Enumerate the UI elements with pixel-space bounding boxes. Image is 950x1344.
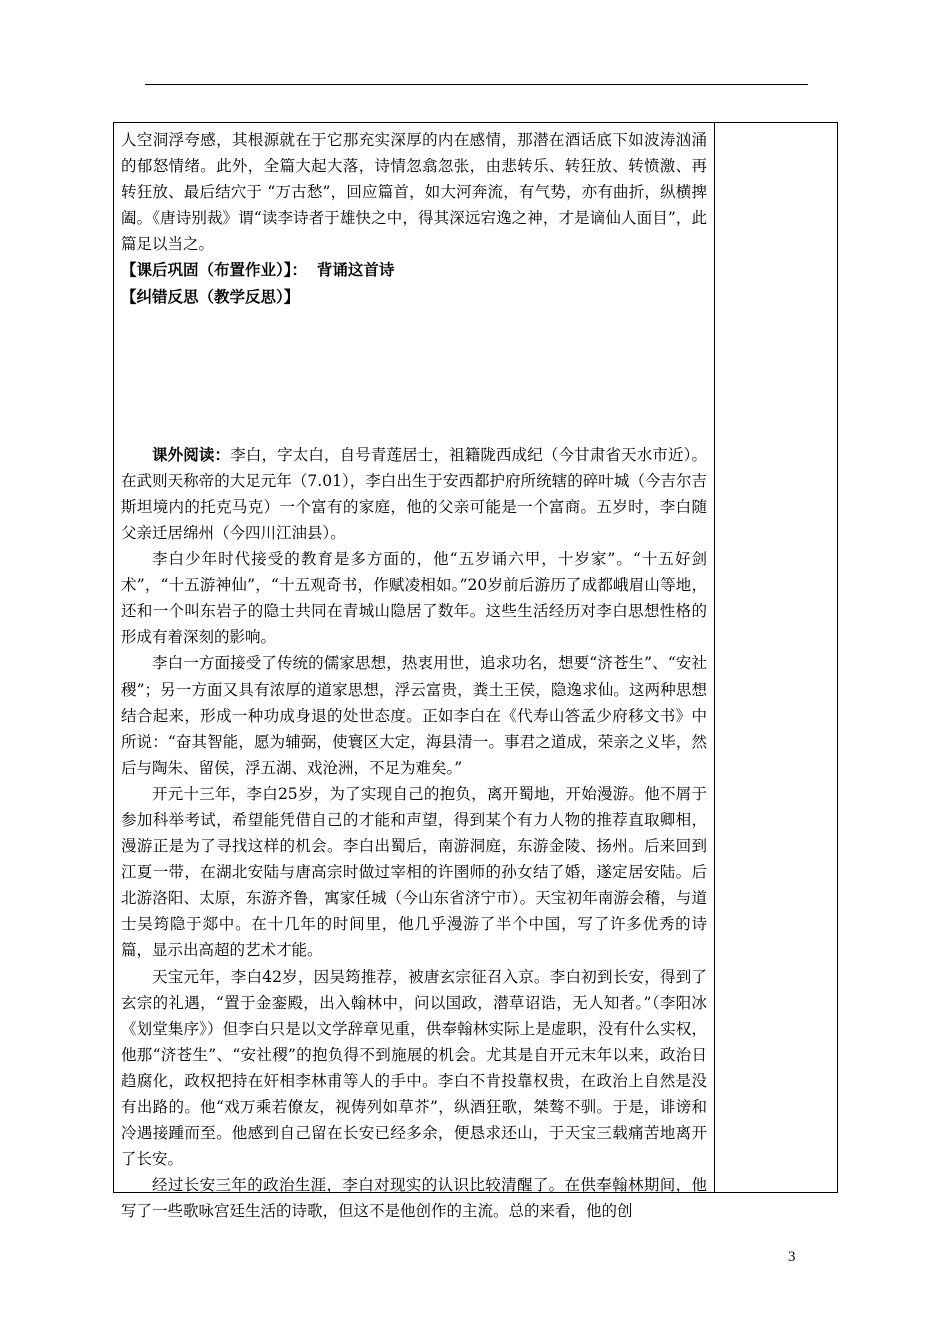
- reading-paragraph-1: 李白少年时代接受的教育是多方面的，他“五岁诵六甲，十岁家”。“十五好剑术”，“十五游神仙”，“十五观奇书，作赋凌相如。”20岁前后游历了成都峨眉山等地，还和一个叫东岩子的隐士共同在青城山隐居了数年。这些生活经历对李白思想性格的形成有着深刻的影响。: [121, 550, 707, 647]
- lesson-table: [113, 122, 838, 1221]
- page-number: 3: [788, 1249, 796, 1265]
- reading-paragraph-2: 李白一方面接受了传统的儒家思想，热衷用世，追求功名，想要“济苍生”、“安社稷”；另一方面又具有浓厚的道家思想，浮云富贵，粪土王侯，隐逸求仙。这两种思想结合起来，形成一种功成身退的处世态度。正如李白在《代寿山答孟少府移文书》中所说：“奋其智能，愿为辅弼，使寰区大定，海县清一。事君之道成，荣亲之义毕，然后与陶朱、留侯，浮五湖、戏沧洲，不足为难矣。”: [121, 654, 707, 777]
- reading-paragraph-3: 开元十三年，李白25岁，为了实现自己的抱负，离开蜀地，开始漫游。他不屑于参加科举考试，希望能凭借自己的才能和声望，得到某个有力人物的推荐直取卿相，漫游正是为了寻找这样的机会。李白出蜀后，南游洞庭，东游金陵、扬州。后来回到江夏一带，在湖北安陆与唐高宗时做过宰相的许圉师的孙女结了婚，遂定居安陆。后北游洛阳、太原，东游齐鲁，寓家任城（今山东省济宁市）。天宝初年南游会稽，与道士吴筠隐于郯中。在十几年的时间里，他几乎漫游了半个中国，写了许多优秀的诗篇，显示出高超的艺术才能。: [121, 784, 707, 960]
- header-rule: [145, 84, 808, 85]
- reading-intro-paragraph: [121, 442, 707, 546]
- content-cell: [121, 127, 707, 1224]
- reading-paragraph-5: 经过长安三年的政治生涯，李白对现实的认识比较清醒了。在供奉翰林期间，他写了一些歌咏宫廷生活的诗歌，但这不是他创作的主流。总的来看，他的创: [121, 1176, 707, 1221]
- homework-line: [121, 257, 707, 283]
- column-divider: [714, 123, 715, 1192]
- reflection-label: 【纠错反思（教学反思）】: [121, 286, 300, 306]
- reflection-blank-space: [121, 310, 707, 442]
- top-paragraph: 人空洞浮夸感，其根源就在于它那充实深厚的内在感情，那潜在酒话底下如波涛汹涌的郁怒情绪。此外，全篇大起大落，诗情忽翕忽张，由悲转乐、转狂放、转愤激、再转狂放、最后结穴于 “万古愁”，回应篇首，如大河奔流，有气势，亦有曲折，纵横捭阖。《唐诗别裁》谓“读李诗者于雄快之中，得其深远宕逸之神，才是谪仙人面目”，此篇足以当之。: [121, 131, 707, 254]
- reading-label: 课外阅读：: [152, 444, 231, 464]
- homework-label: 【课后巩固（布置作业）】：: [121, 260, 308, 280]
- homework-value: 背诵这首诗: [316, 260, 395, 280]
- reading-intro-text: 李白，字太白，自号青莲居士，祖籍陇西成纪（今甘肃省天水市近）。在武则天称帝的大足元年（7.01），李白出生于安西都护府所统辖的碎叶城（今吉尔吉斯坦境内的托克马克）一个富有的家庭，他的父亲可能是一个富商。五岁时，李白随父亲迁居绵州（今四川江油县）。: [121, 445, 707, 542]
- reading-paragraph-4: 天宝元年，李白42岁，因吴筠推荐，被唐玄宗征召入京。李白初到长安，得到了玄宗的礼遇，“置于金銮殿，出入翰林中，问以国政，潜草诏诰，无人知者。”（李阳冰《划堂集序》）但李白只是以文学辞章见重，供奉翰林实际上是虚职，没有什么实权，他那“济苍生”、“安社稷”的抱负得不到施展的机会。尤其是自开元末年以来，政治日趋腐化，政权把持在奸相李林甫等人的手中。李白不肯投靠权贵，在政治上自然是没有出路的。他“戏万乘若僚友，视俦列如草芥”，纵酒狂歌，桀骜不驯。于是，诽谤和冷遇接踵而至。他感到自己留在长安已经多余，便恳求还山，于天宝三载痛苦地离开了长安。: [121, 967, 707, 1169]
